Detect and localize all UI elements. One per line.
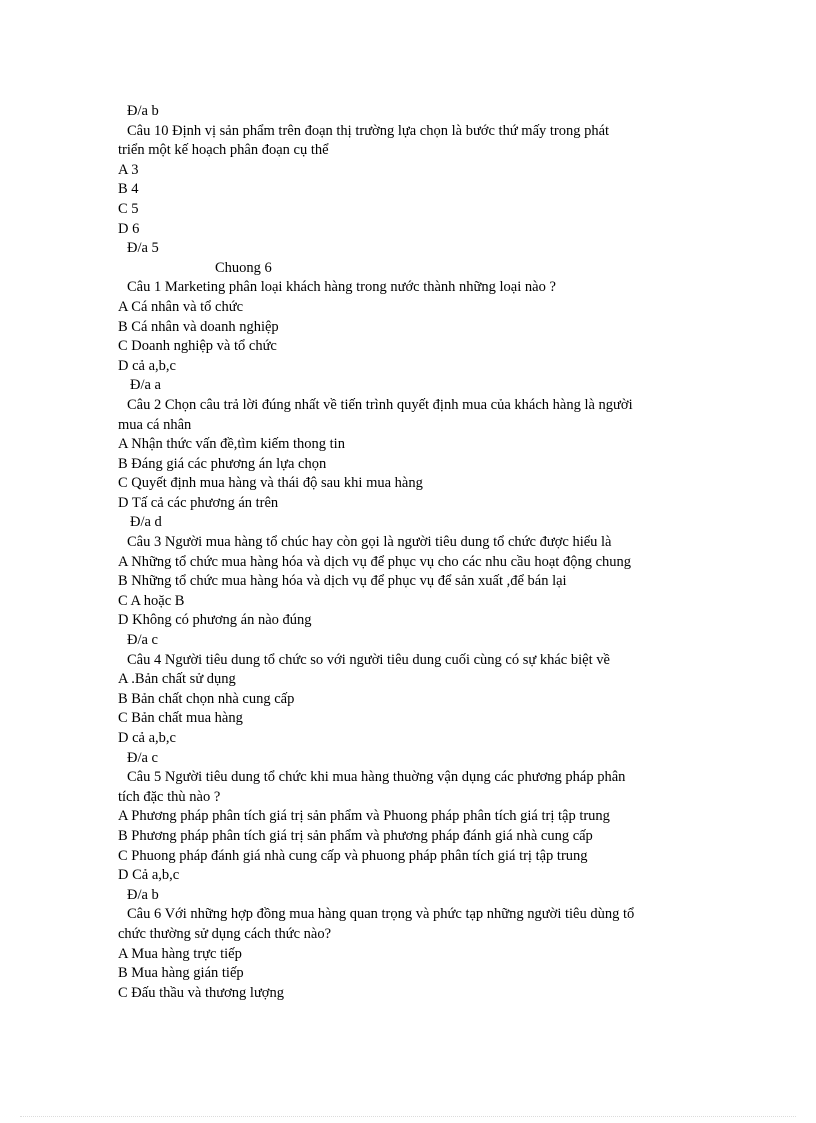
text-line: A Mua hàng trực tiếp: [118, 945, 242, 962]
text-line: Đ/a a: [130, 377, 161, 394]
text-line: Câu 6 Với những hợp đồng mua hàng quan trọng và phức tạp những người tiêu dùng tổ: [127, 906, 635, 923]
text-line: C Phuong pháp đánh giá nhà cung cấp và phuong pháp phân tích giá trị tập trung: [118, 847, 588, 864]
text-line: B Phương pháp phân tích giá trị sản phẩm và phương pháp đánh giá nhà cung cấp: [118, 827, 593, 844]
text-line: A Phương pháp phân tích giá trị sản phẩm và Phuong pháp phân tích giá trị tập trung: [118, 808, 610, 825]
text-line: Đ/a d: [130, 514, 162, 531]
text-line: chức thường sử dụng cách thức nào?: [118, 925, 332, 942]
text-line: Đ/a 5: [127, 240, 159, 257]
text-line: Đ/a c: [127, 749, 158, 766]
text-line: Câu 2 Chọn câu trả lời đúng nhất về tiến trình quyết định mua của khách hàng là người: [127, 396, 633, 413]
text-line: A 3: [118, 161, 139, 178]
text-line: A Nhận thức vấn đề,tìm kiếm thong tin: [118, 436, 345, 453]
text-line: C 5: [118, 200, 139, 217]
text-line: C Đấu thầu và thương lượng: [118, 984, 284, 1001]
text-line: B Những tổ chức mua hàng hóa và dịch vụ để phục vụ để sản xuất ,để bán lại: [118, 573, 567, 590]
text-line: D cả a,b,c: [118, 730, 176, 746]
text-line: mua cá nhân: [118, 416, 192, 433]
text-line: Đ/a c: [127, 632, 158, 649]
text-line: D Không có phương án nào đúng: [118, 612, 312, 629]
text-line: C Bản chất mua hàng: [118, 710, 243, 727]
text-line: D Tấ cả các phương án trên: [118, 494, 279, 511]
document-page: [118, 102, 708, 1003]
text-line: C A hoặc B: [118, 592, 185, 609]
text-line: B Bản chất chọn nhà cung cấp: [118, 690, 295, 707]
text-line: C Doanh nghiệp và tổ chức: [118, 338, 277, 355]
text-line: D 6: [118, 220, 140, 237]
text-line: A .Bản chất sử dụng: [118, 671, 236, 688]
text-line: A Những tổ chức mua hàng hóa và dịch vụ để phục vụ cho các nhu cầu hoạt động chung: [118, 553, 632, 570]
text-line: Đ/a b: [127, 886, 159, 903]
text-line: B 4: [118, 181, 139, 198]
text-line: Chuong 6: [215, 259, 272, 276]
text-line: D cả a,b,c: [118, 357, 176, 374]
text-line: Câu 1 Marketing phân loại khách hàng trong nước thành những loại nào ?: [127, 279, 556, 296]
text-line: B Đáng giá các phương án lựa chọn: [118, 455, 327, 472]
text-line: D Cả a,b,c: [118, 867, 180, 884]
text-line: B Mua hàng gián tiếp: [118, 965, 244, 982]
text-line: Câu 3 Người mua hàng tổ chúc hay còn gọi là người tiêu dung tổ chức được hiểu là: [127, 534, 612, 551]
text-line: Câu 4 Người tiêu dung tổ chức so với người tiêu dung cuối cùng có sự khác biệt về: [127, 651, 610, 668]
text-line: triển một kế hoạch phân đoạn cụ thể: [118, 142, 329, 159]
text-line: A Cá nhân và tổ chức: [118, 298, 244, 315]
text-line: Câu 10 Định vị sản phẩm trên đoạn thị trường lựa chọn là bước thứ mấy trong phát: [127, 122, 610, 139]
text-line: Đ/a b: [127, 103, 159, 119]
text-line: Câu 5 Người tiêu dung tổ chức khi mua hàng thuờng vận dụng các phương pháp phân: [127, 769, 626, 786]
text-line: tích đặc thù nào ?: [118, 788, 221, 805]
page-bottom-rule: [20, 1116, 796, 1117]
text-line: C Quyết định mua hàng và thái độ sau khi mua hàng: [118, 475, 423, 492]
text-line: B Cá nhân và doanh nghiệp: [118, 318, 279, 335]
